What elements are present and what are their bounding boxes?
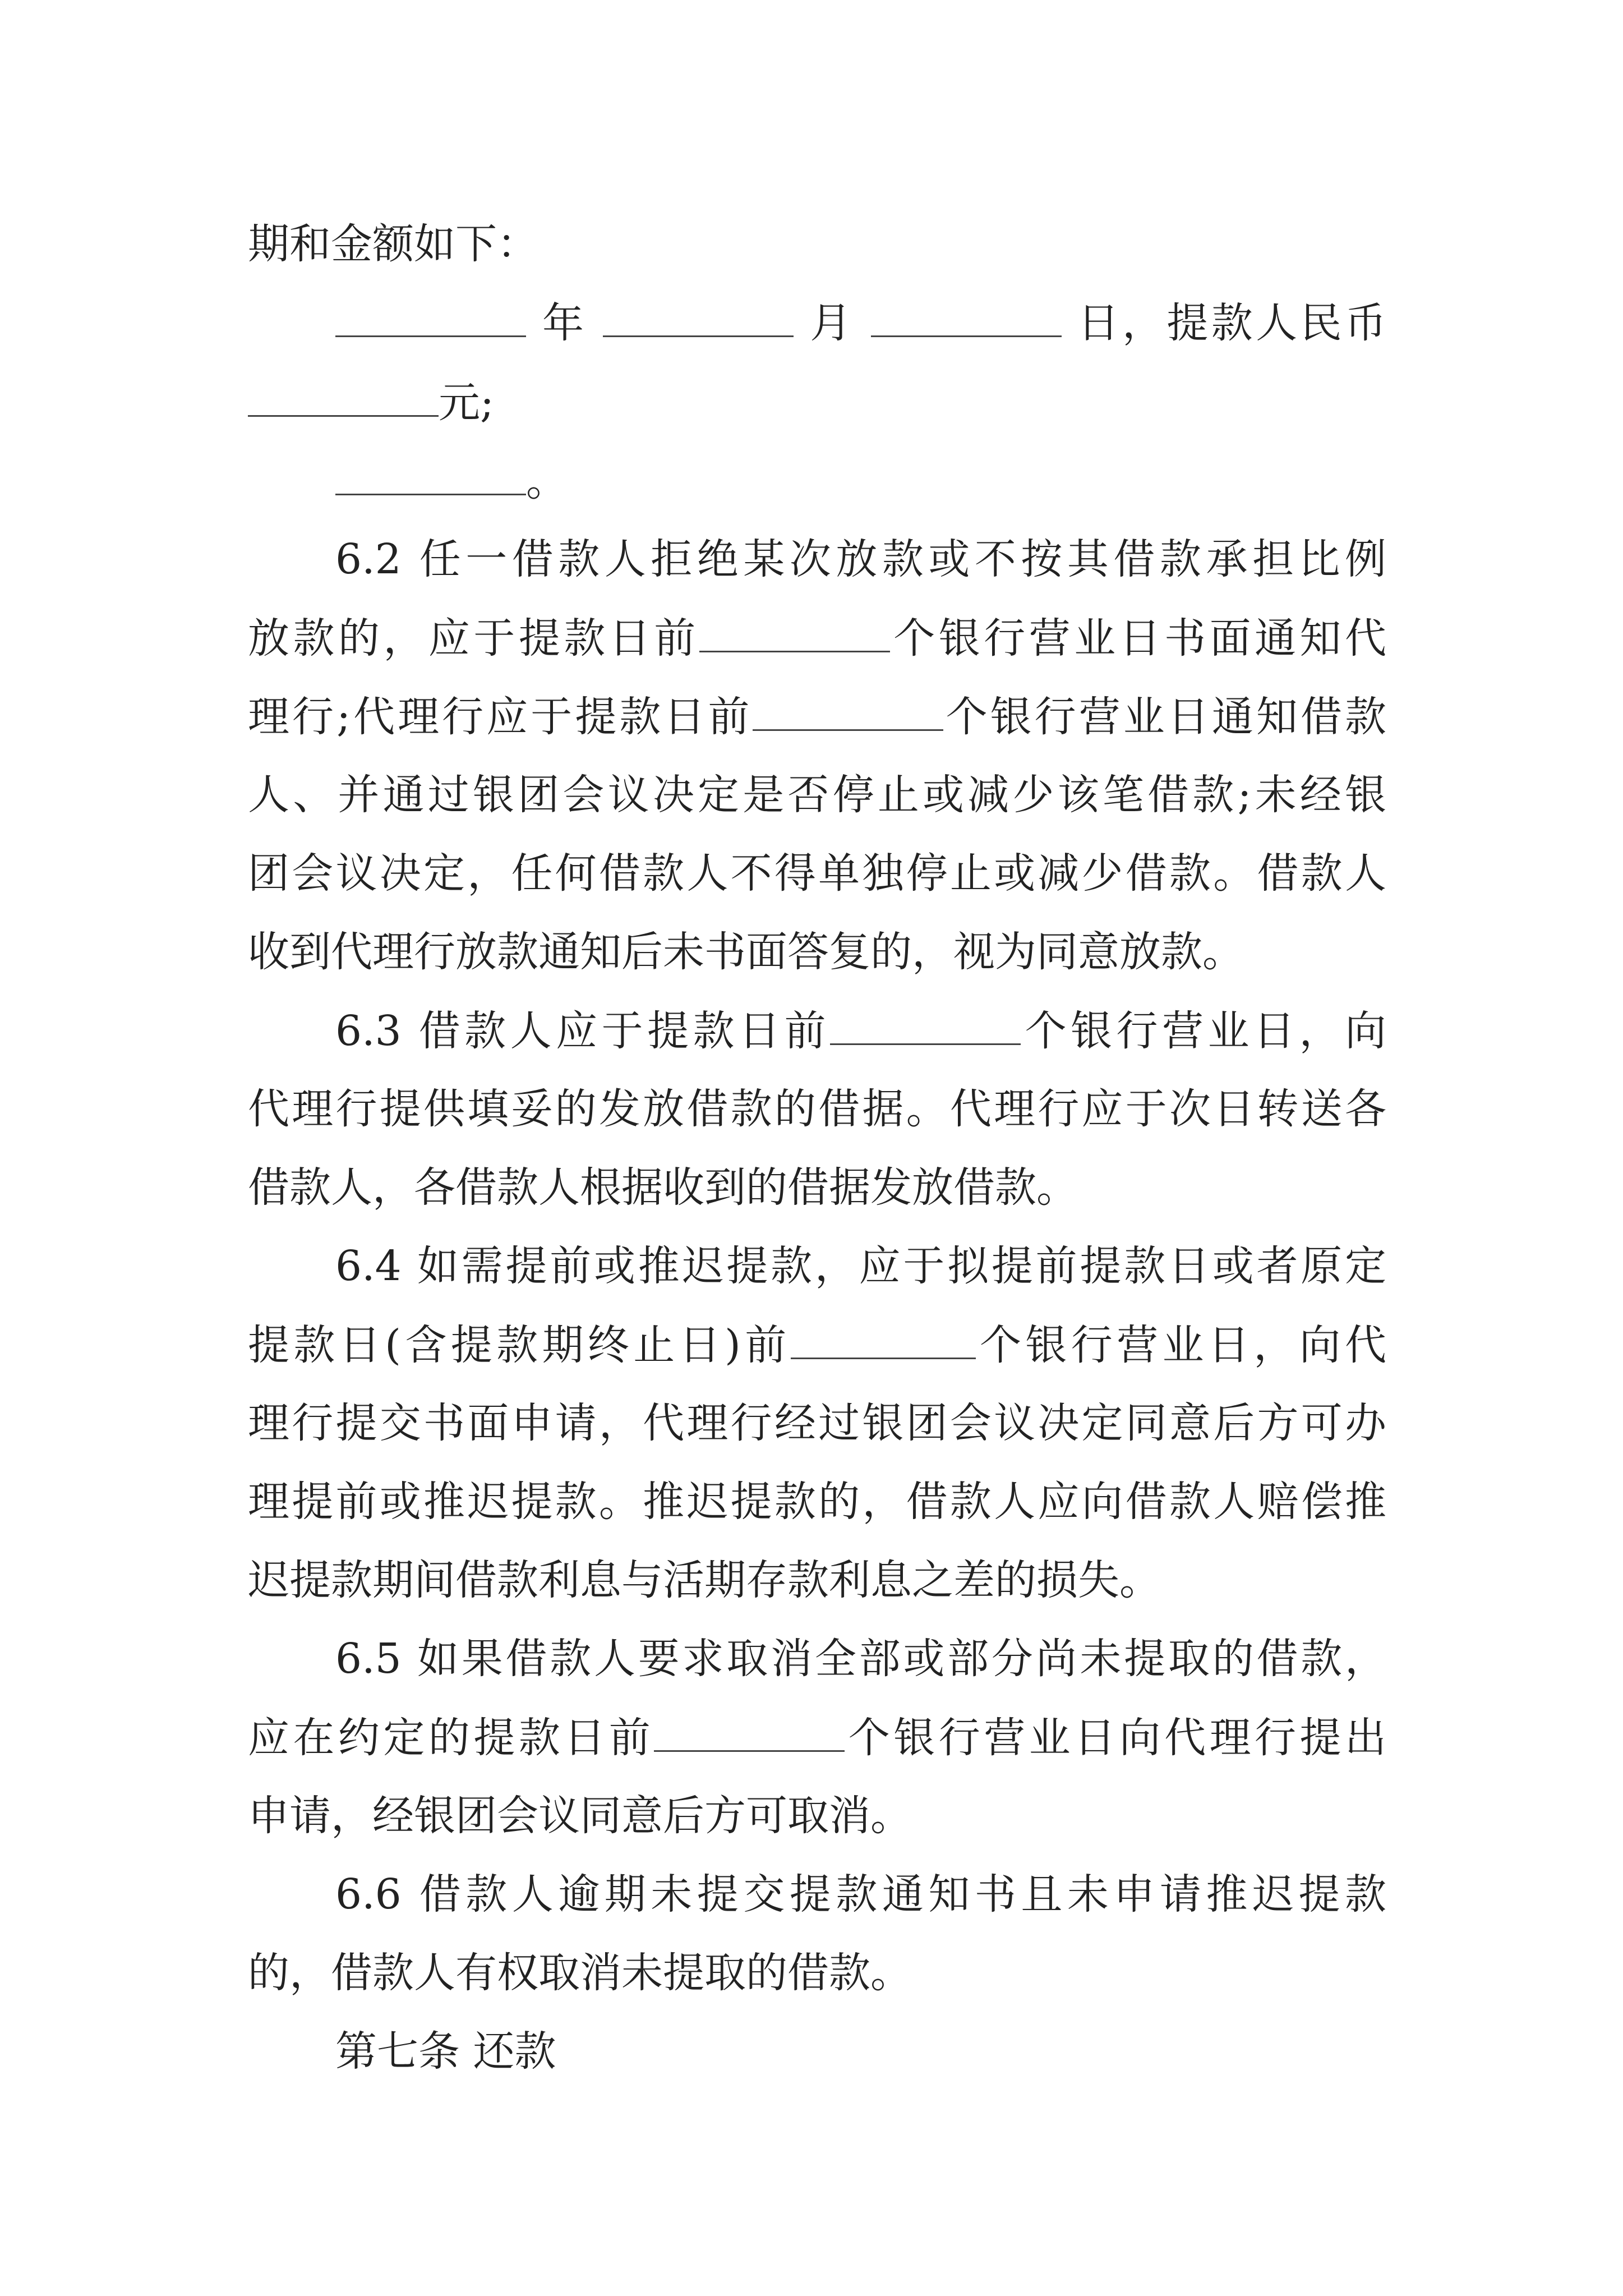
text: 放款的，应于提款日前	[248, 614, 699, 662]
text: 6.6 借款人逾期未提交提款通知书且未申请推迟提款	[335, 1870, 1386, 1918]
text: 日，提款人民币	[1077, 299, 1386, 347]
clause-6-2-line	[248, 771, 1386, 819]
blank-days	[830, 1010, 1021, 1045]
text: 理行;代理行应于提款日前	[248, 693, 753, 741]
clause-6-4-line	[248, 1399, 1386, 1447]
blank-amount	[248, 381, 439, 417]
blank-days	[654, 1717, 845, 1752]
clause-6-4-line	[248, 1556, 1386, 1604]
text: 元;	[439, 379, 494, 427]
clause-6-5-line	[335, 1635, 1386, 1683]
clause-6-4-line	[248, 1321, 1386, 1369]
clause-6-3-line	[248, 1163, 1386, 1212]
date-amount-line	[335, 299, 1386, 347]
clause-6-2-line	[248, 849, 1386, 898]
text-line	[248, 379, 1386, 427]
clause-6-2-line	[248, 928, 1386, 976]
article-heading	[335, 2027, 1386, 2076]
text: 人、并通过银团会议决定是否停止或减少该笔借款;未经银	[248, 771, 1386, 819]
blank-days	[791, 1324, 976, 1359]
text: 迟提款期间借款利息与活期存款利息之差的损失。	[248, 1556, 1161, 1604]
text: 理行提交书面申请，代理行经过银团会议决定同意后方可办	[248, 1399, 1386, 1447]
text: 个银行营业日通知借款	[943, 693, 1386, 741]
text: 期和金额如下：	[248, 220, 538, 268]
heading-text: 第七条 还款	[335, 2027, 556, 2076]
text: 6.2 任一借款人拒绝某次放款或不按其借款承担比例	[335, 535, 1386, 583]
text: 应在约定的提款日前	[248, 1714, 654, 1762]
text-line	[248, 220, 1386, 268]
clause-6-4-line	[248, 1478, 1386, 1526]
clause-6-3-line	[248, 1085, 1386, 1133]
text: 6.4 如需提前或推迟提款，应于拟提前提款日或者原定	[335, 1242, 1386, 1290]
text: 个银行营业日，向	[1021, 1007, 1386, 1055]
text: 收到代理行放款通知后未书面答复的，视为同意放款。	[248, 928, 1244, 976]
text: 6.5 如果借款人要求取消全部或部分尚未提取的借款，	[335, 1635, 1386, 1683]
text: 申请，经银团会议同意后方可取消。	[248, 1792, 912, 1840]
text: 年	[542, 299, 587, 347]
blank-year	[335, 302, 526, 337]
clause-6-4-line	[335, 1242, 1386, 1290]
text: 个银行营业日书面通知代	[889, 614, 1387, 662]
clause-6-5-line	[248, 1792, 1386, 1840]
blank-field	[335, 460, 526, 495]
text: 月	[810, 299, 855, 347]
blank-day	[871, 302, 1062, 337]
text: 团会议决定，任何借款人不得单独停止或减少借款。借款人	[248, 849, 1386, 898]
text: 个银行营业日，向代	[975, 1321, 1386, 1369]
blank-month	[603, 302, 794, 337]
text: 代理行提供填妥的发放借款的借据。代理行应于次日转送各	[248, 1085, 1386, 1133]
clause-6-6-line	[248, 1949, 1386, 1997]
text: 。	[526, 457, 568, 505]
text-line	[335, 457, 1386, 505]
text: 理提前或推迟提款。推迟提款的，借款人应向借款人赔偿推	[248, 1478, 1386, 1526]
clause-6-2-line	[248, 693, 1386, 741]
text: 提款日(含提款期终止日)前	[248, 1321, 791, 1369]
text: 个银行营业日向代理行提出	[845, 1714, 1387, 1762]
text: 6.3 借款人应于提款日前	[335, 1007, 831, 1055]
clause-6-2-line	[248, 614, 1387, 662]
text: 借款人，各借款人根据收到的借据发放借款。	[248, 1163, 1078, 1212]
clause-6-2-line	[335, 535, 1386, 583]
blank-days	[699, 617, 890, 652]
clause-6-5-line	[248, 1714, 1387, 1762]
clause-6-6-line	[335, 1870, 1386, 1918]
blank-days	[753, 696, 943, 731]
text: 的，借款人有权取消未提取的借款。	[248, 1949, 912, 1997]
clause-6-3-line	[335, 1007, 1386, 1055]
